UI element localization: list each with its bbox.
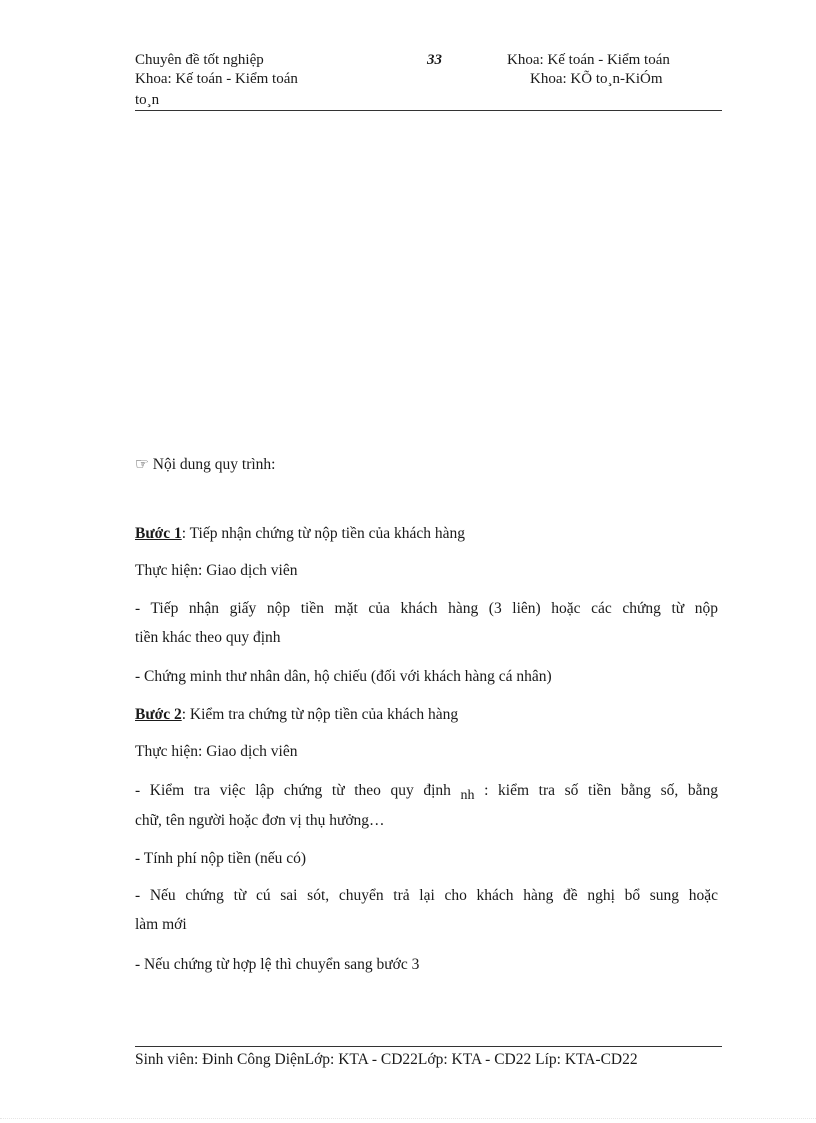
- step1-item2: - Chứng minh thư nhân dân, hộ chiếu (đối với khách hàng cá nhân): [135, 668, 552, 685]
- step1-title: : Tiếp nhận chứng từ nộp tiền của khách hàng: [181, 525, 466, 542]
- header-left-line3: to¸n: [135, 92, 160, 108]
- step2-item1-text-b: : kiểm tra số tiền bằng số, bằng: [474, 782, 718, 799]
- step2-performer: Thực hiện: Giao dịch viên: [135, 743, 298, 760]
- step1-item1-line2: tiền khác theo quy định: [135, 629, 281, 646]
- header-right-line2: Khoa: KÕ to¸n-KiÓm: [530, 71, 663, 87]
- step2-item4: - Nếu chứng từ hợp lệ thì chuyển sang bước 3: [135, 956, 420, 973]
- header-rule: [135, 110, 722, 111]
- header-left-line2: Khoa: Kế toán - Kiểm toán: [135, 71, 298, 87]
- step2-heading: [135, 705, 458, 724]
- step1-label: Bước 1: [135, 525, 182, 542]
- step2-item3-line1: - Nếu chứng từ cú sai sót, chuyển trả lại cho khách hàng đề nghị bổ sung hoặc: [135, 887, 718, 904]
- footer-text: Sinh viên: Đinh Công DiệnLớp: KTA - CD22Lớp: KTA - CD22 Líp: KTA-CD22: [135, 1051, 638, 1068]
- step1-item1-line1: - Tiếp nhận giấy nộp tiền mặt của khách hàng (3 liên) hoặc các chứng từ nộp: [135, 600, 718, 617]
- step2-item1-line2: chữ, tên người hoặc đơn vị thụ hưởng…: [135, 812, 385, 829]
- step2-title: : Kiểm tra chứng từ nộp tiền của khách hàng: [181, 706, 459, 723]
- step2-item1-line1: [135, 781, 718, 801]
- header-right-line1: Khoa: Kế toán - Kiểm toán: [507, 52, 670, 68]
- section-title: Nội dung quy trình:: [152, 456, 276, 473]
- step2-item3-line2: làm mới: [135, 916, 187, 933]
- page-bottom-edge: [0, 1118, 816, 1119]
- step1-heading: [135, 524, 465, 543]
- page-number: 33: [427, 52, 442, 68]
- step2-item1-text-a: - Kiểm tra việc lập chứng từ theo quy định: [135, 782, 461, 799]
- step2-item2: - Tính phí nộp tiền (nếu có): [135, 850, 307, 867]
- step2-label: Bước 2: [135, 706, 182, 723]
- pointing-hand-icon: ☞: [135, 456, 149, 473]
- section-heading: [135, 455, 276, 474]
- header-left-line1: Chuyên đề tốt nghiệp: [135, 52, 264, 68]
- step1-performer: Thực hiện: Giao dịch viên: [135, 562, 298, 579]
- footer-rule: [135, 1046, 722, 1047]
- step2-item1-sub: nh: [460, 788, 475, 803]
